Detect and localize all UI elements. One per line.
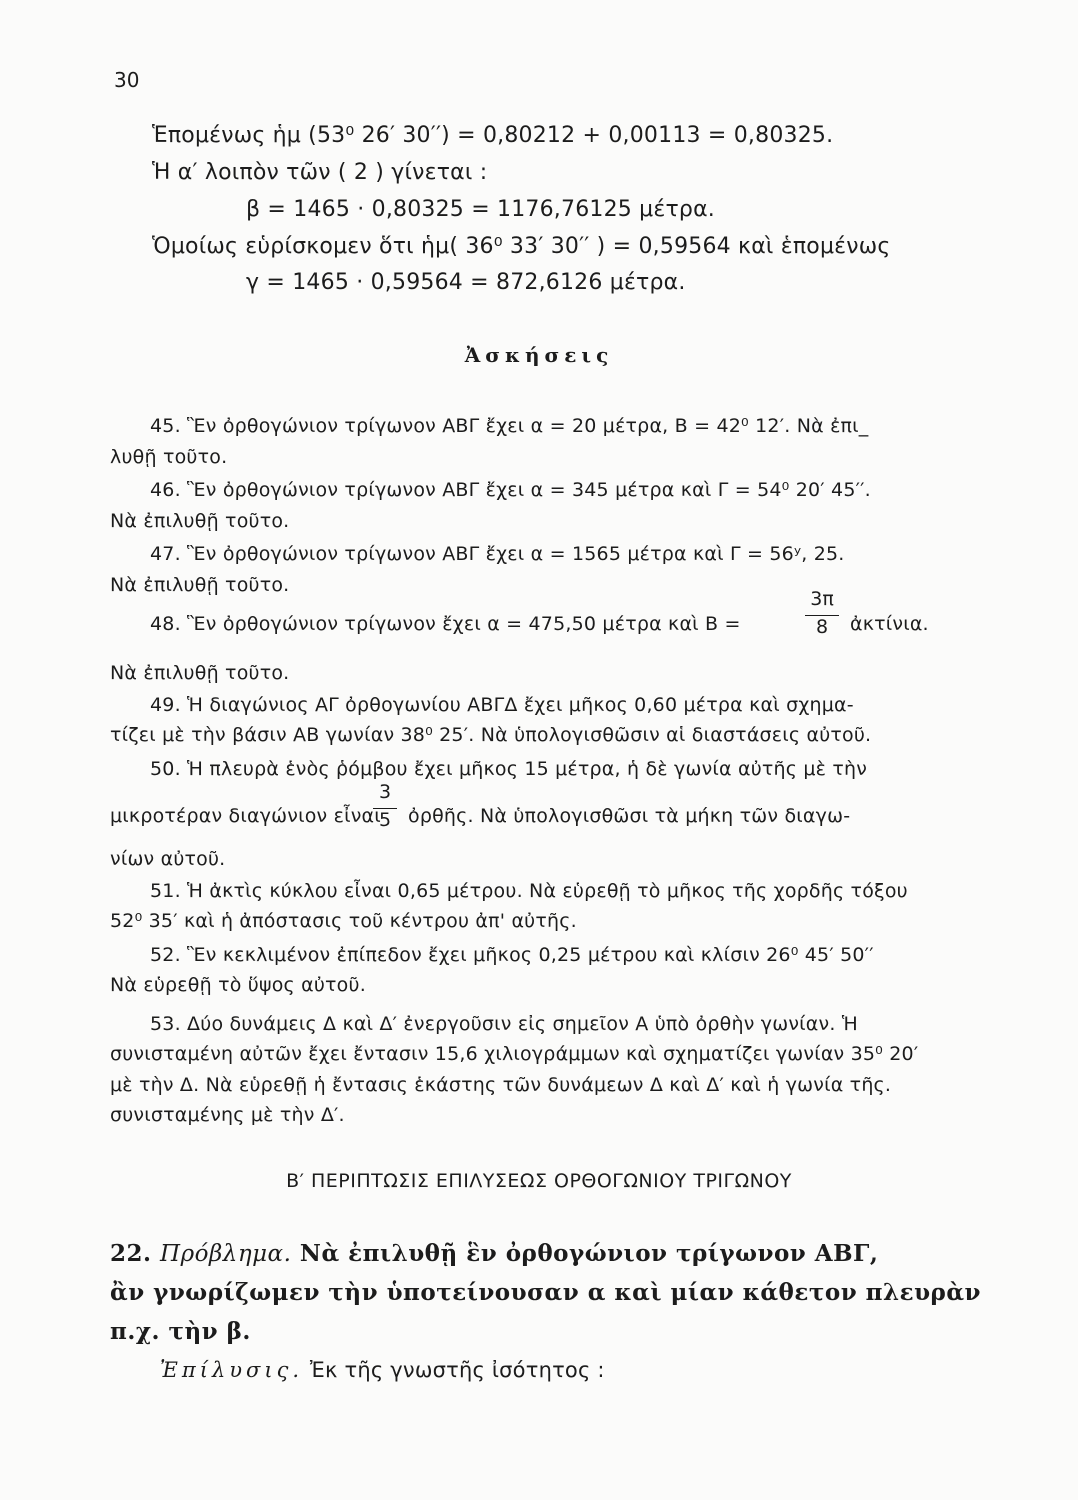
- problem-statement-1: Νὰ ἐπιλυθῇ ἓν ὀρθογώνιον τρίγωνον ΑΒΓ,: [299, 1240, 879, 1267]
- problem-22-line-2: ἂν γνωρίζωμεν τὴν ὑποτείνουσαν α καὶ μίαν κάθετον πλευρὰν: [110, 1279, 982, 1306]
- page-number: 30: [114, 68, 140, 92]
- section-title: Β′ ΠΕΡΙΠΤΩΣΙΣ ΕΠΙΛΥΣΕΩΣ ΟΡΘΟΓΩΝΙΟΥ ΤΡΙΓΩΝΟΥ: [286, 1170, 792, 1192]
- exercise-50-line-2-start: μικροτέραν διαγώνιον εἶναι: [110, 805, 381, 827]
- exercise-50-line-2-end: ὀρθῆς. Νὰ ὑπολογισθῶσι τὰ μήκη τῶν διαγω-: [408, 805, 851, 827]
- exercises-heading: Ἀσκήσεις: [464, 343, 614, 367]
- fraction-3pi-over-8: [805, 588, 839, 648]
- exercise-49-line-1: 49. Ἡ διαγώνιος ΑΓ ὀρθογωνίου ΑΒΓΔ ἔχει μῆκος 0,60 μέτρα καὶ σχημα-: [150, 694, 854, 716]
- exercise-46-line-2: Νὰ ἐπιλυθῇ τοῦτο.: [110, 510, 290, 532]
- intro-line-2: Ἡ α′ λοιπὸν τῶν ( 2 ) γίνεται :: [152, 160, 488, 185]
- problem-label: Πρόβλημα.: [160, 1241, 292, 1267]
- fraction-denominator: 8: [815, 616, 829, 638]
- exercise-51-line-1: 51. Ἡ ἀκτὶς κύκλου εἶναι 0,65 μέτρου. Νὰ εὑρεθῇ τὸ μῆκος τῆς χορδῆς τόξου: [150, 880, 908, 902]
- solution-label: Ἐπίλυσις.: [160, 1358, 304, 1382]
- intro-line-3: β = 1465 · 0,80325 = 1176,76125 μέτρα.: [246, 197, 715, 222]
- exercise-50-line-1: 50. Ἡ πλευρὰ ἑνὸς ῥόμβου ἔχει μῆκος 15 μέτρα, ἡ δὲ γωνία αὐτῆς μὲ τὴν: [150, 758, 868, 780]
- exercise-52-line-1: 52. Ἓν κεκλιμένον ἐπίπεδον ἔχει μῆκος 0,25 μέτρου καὶ κλίσιν 26⁰ 45′ 50′′: [150, 944, 874, 966]
- exercise-53-line-2: συνισταμένη αὐτῶν ἔχει ἔντασιν 15,6 χιλιογράμμων καὶ σχηματίζει γωνίαν 35⁰ 20′: [110, 1043, 919, 1065]
- exercise-53-line-1: 53. Δύο δυνάμεις Δ καὶ Δ′ ἐνεργοῦσιν εἰς σημεῖον Α ὑπὸ ὀρθὴν γωνίαν. Ἡ: [150, 1013, 858, 1035]
- exercise-48-line-2: Νὰ ἐπιλυθῇ τοῦτο.: [110, 662, 290, 684]
- exercise-49-line-2: τίζει μὲ τὴν βάσιν ΑΒ γωνίαν 38⁰ 25′. Νὰ ὑπολογισθῶσιν αἱ διαστάσεις αὐτοῦ.: [110, 724, 872, 746]
- exercise-53-line-4: συνισταμένης μὲ τὴν Δ′.: [110, 1104, 345, 1126]
- exercise-45-line-2: λυθῇ τοῦτο.: [110, 446, 228, 468]
- exercise-50-line-3: νίων αὐτοῦ.: [110, 848, 226, 870]
- exercise-46-line-1: 46. Ἓν ὀρθογώνιον τρίγωνον ΑΒΓ ἔχει α = 345 μέτρα καὶ Γ = 54⁰ 20′ 45′′.: [150, 479, 871, 501]
- exercise-52-line-2: Νὰ εὑρεθῇ τὸ ὕψος αὐτοῦ.: [110, 974, 366, 996]
- exercise-48-unit: ἀκτίνια.: [850, 613, 929, 635]
- solution-line: [160, 1358, 605, 1382]
- intro-line-1: Ἑπομένως ἡμ (53⁰ 26′ 30′′) = 0,80212 + 0,00113 = 0,80325.: [152, 123, 834, 148]
- exercise-45-line-1: 45. Ἓν ὀρθογώνιον τρίγωνον ΑΒΓ ἔχει α = 20 μέτρα, Β = 42⁰ 12′. Νὰ ἐπι_: [150, 415, 869, 437]
- fraction-numerator: 3: [378, 781, 392, 803]
- fraction-3-over-5: [373, 781, 397, 841]
- problem-number: 22.: [110, 1240, 152, 1267]
- exercise-48-line-1: 48. Ἓν ὀρθογώνιον τρίγωνον ἔχει α = 475,50 μέτρα καὶ Β =: [150, 613, 741, 635]
- problem-22-line-1: [110, 1240, 878, 1267]
- exercise-51-line-2: 52⁰ 35′ καὶ ἡ ἀπόστασις τοῦ κέντρου ἀπ' αὐτῆς.: [110, 910, 577, 932]
- intro-line-4: Ὁμοίως εὑρίσκομεν ὅτι ἡμ( 36⁰ 33′ 30′′ ) = 0,59564 καὶ ἑπομένως: [152, 234, 891, 259]
- exercise-47-line-1: 47. Ἓν ὀρθογώνιον τρίγωνον ΑΒΓ ἔχει α = 1565 μέτρα καὶ Γ = 56ʸ, 25.: [150, 543, 845, 565]
- problem-22-line-3: π.χ. τὴν β.: [110, 1318, 251, 1345]
- solution-text: Ἐκ τῆς γνωστῆς ἰσότητος :: [309, 1358, 605, 1382]
- exercise-53-line-3: μὲ τὴν Δ. Νὰ εὑρεθῇ ἡ ἔντασις ἑκάστης τῶν δυνάμεων Δ καὶ Δ′ καὶ ἡ γωνία τῆς.: [110, 1074, 892, 1096]
- exercise-47-line-2: Νὰ ἐπιλυθῇ τοῦτο.: [110, 574, 290, 596]
- intro-line-5: γ = 1465 · 0,59564 = 872,6126 μέτρα.: [246, 270, 686, 295]
- fraction-numerator: 3π: [810, 588, 834, 610]
- fraction-denominator: 5: [378, 809, 392, 831]
